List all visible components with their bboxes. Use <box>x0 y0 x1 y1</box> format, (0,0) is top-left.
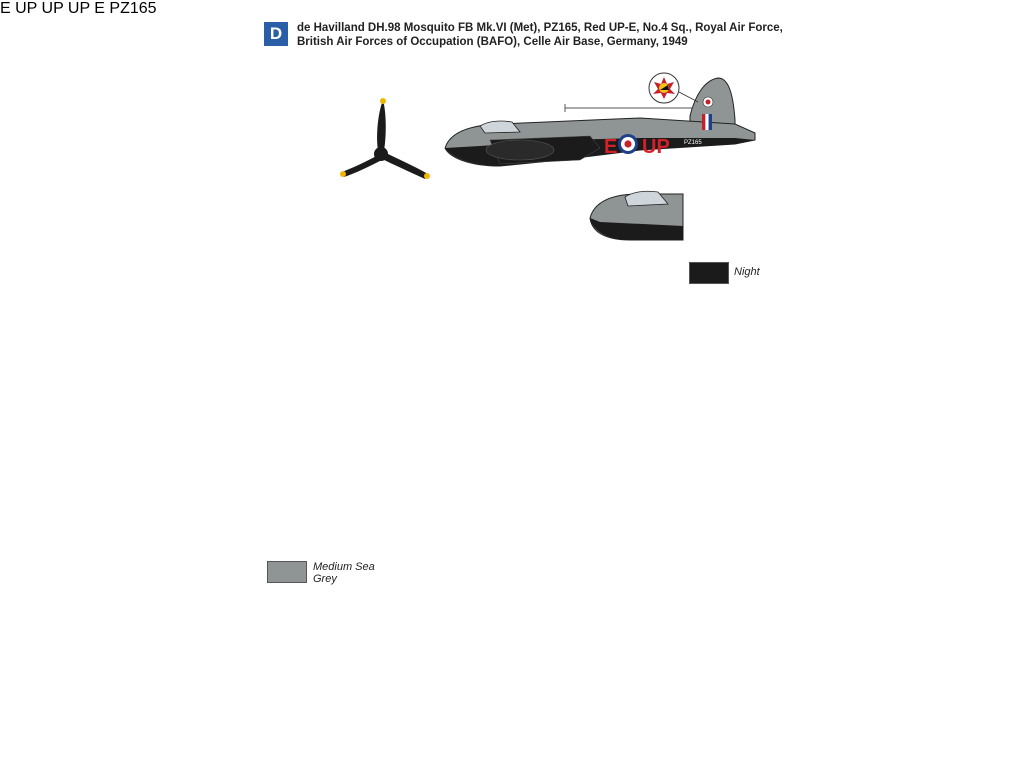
serial-top: PZ165 <box>684 140 702 146</box>
medium-sea-grey-label: Medium Sea Grey <box>313 561 375 585</box>
title-line-1: de Havilland DH.98 Mosquito FB Mk.VI (Met), PZ165, Red UP-E, No.4 Sq., Royal Air Force, <box>297 22 783 34</box>
code-letters-left-b: UP <box>67 0 90 17</box>
night-color-swatch <box>689 262 729 284</box>
profile-letter-badge: D <box>264 22 288 46</box>
medium-sea-grey-swatch <box>267 561 307 583</box>
propeller-detail <box>340 98 430 179</box>
lower-planform-night: UP <box>41 0 64 17</box>
title-line-2: British Air Forces of Occupation (BAFO), Celle Air Base, Germany, 1949 <box>297 35 688 48</box>
code-letter-left: E <box>604 136 618 158</box>
upper-planform-grey: E UP <box>0 0 38 17</box>
nose-detail-upper <box>590 191 683 240</box>
code-letter-right-b: E <box>94 0 105 17</box>
code-letters-right: UP <box>642 136 670 158</box>
night-color-label: Night <box>734 266 760 278</box>
serial-bottom: PZ165 <box>109 0 157 17</box>
side-profile-top <box>445 73 755 166</box>
